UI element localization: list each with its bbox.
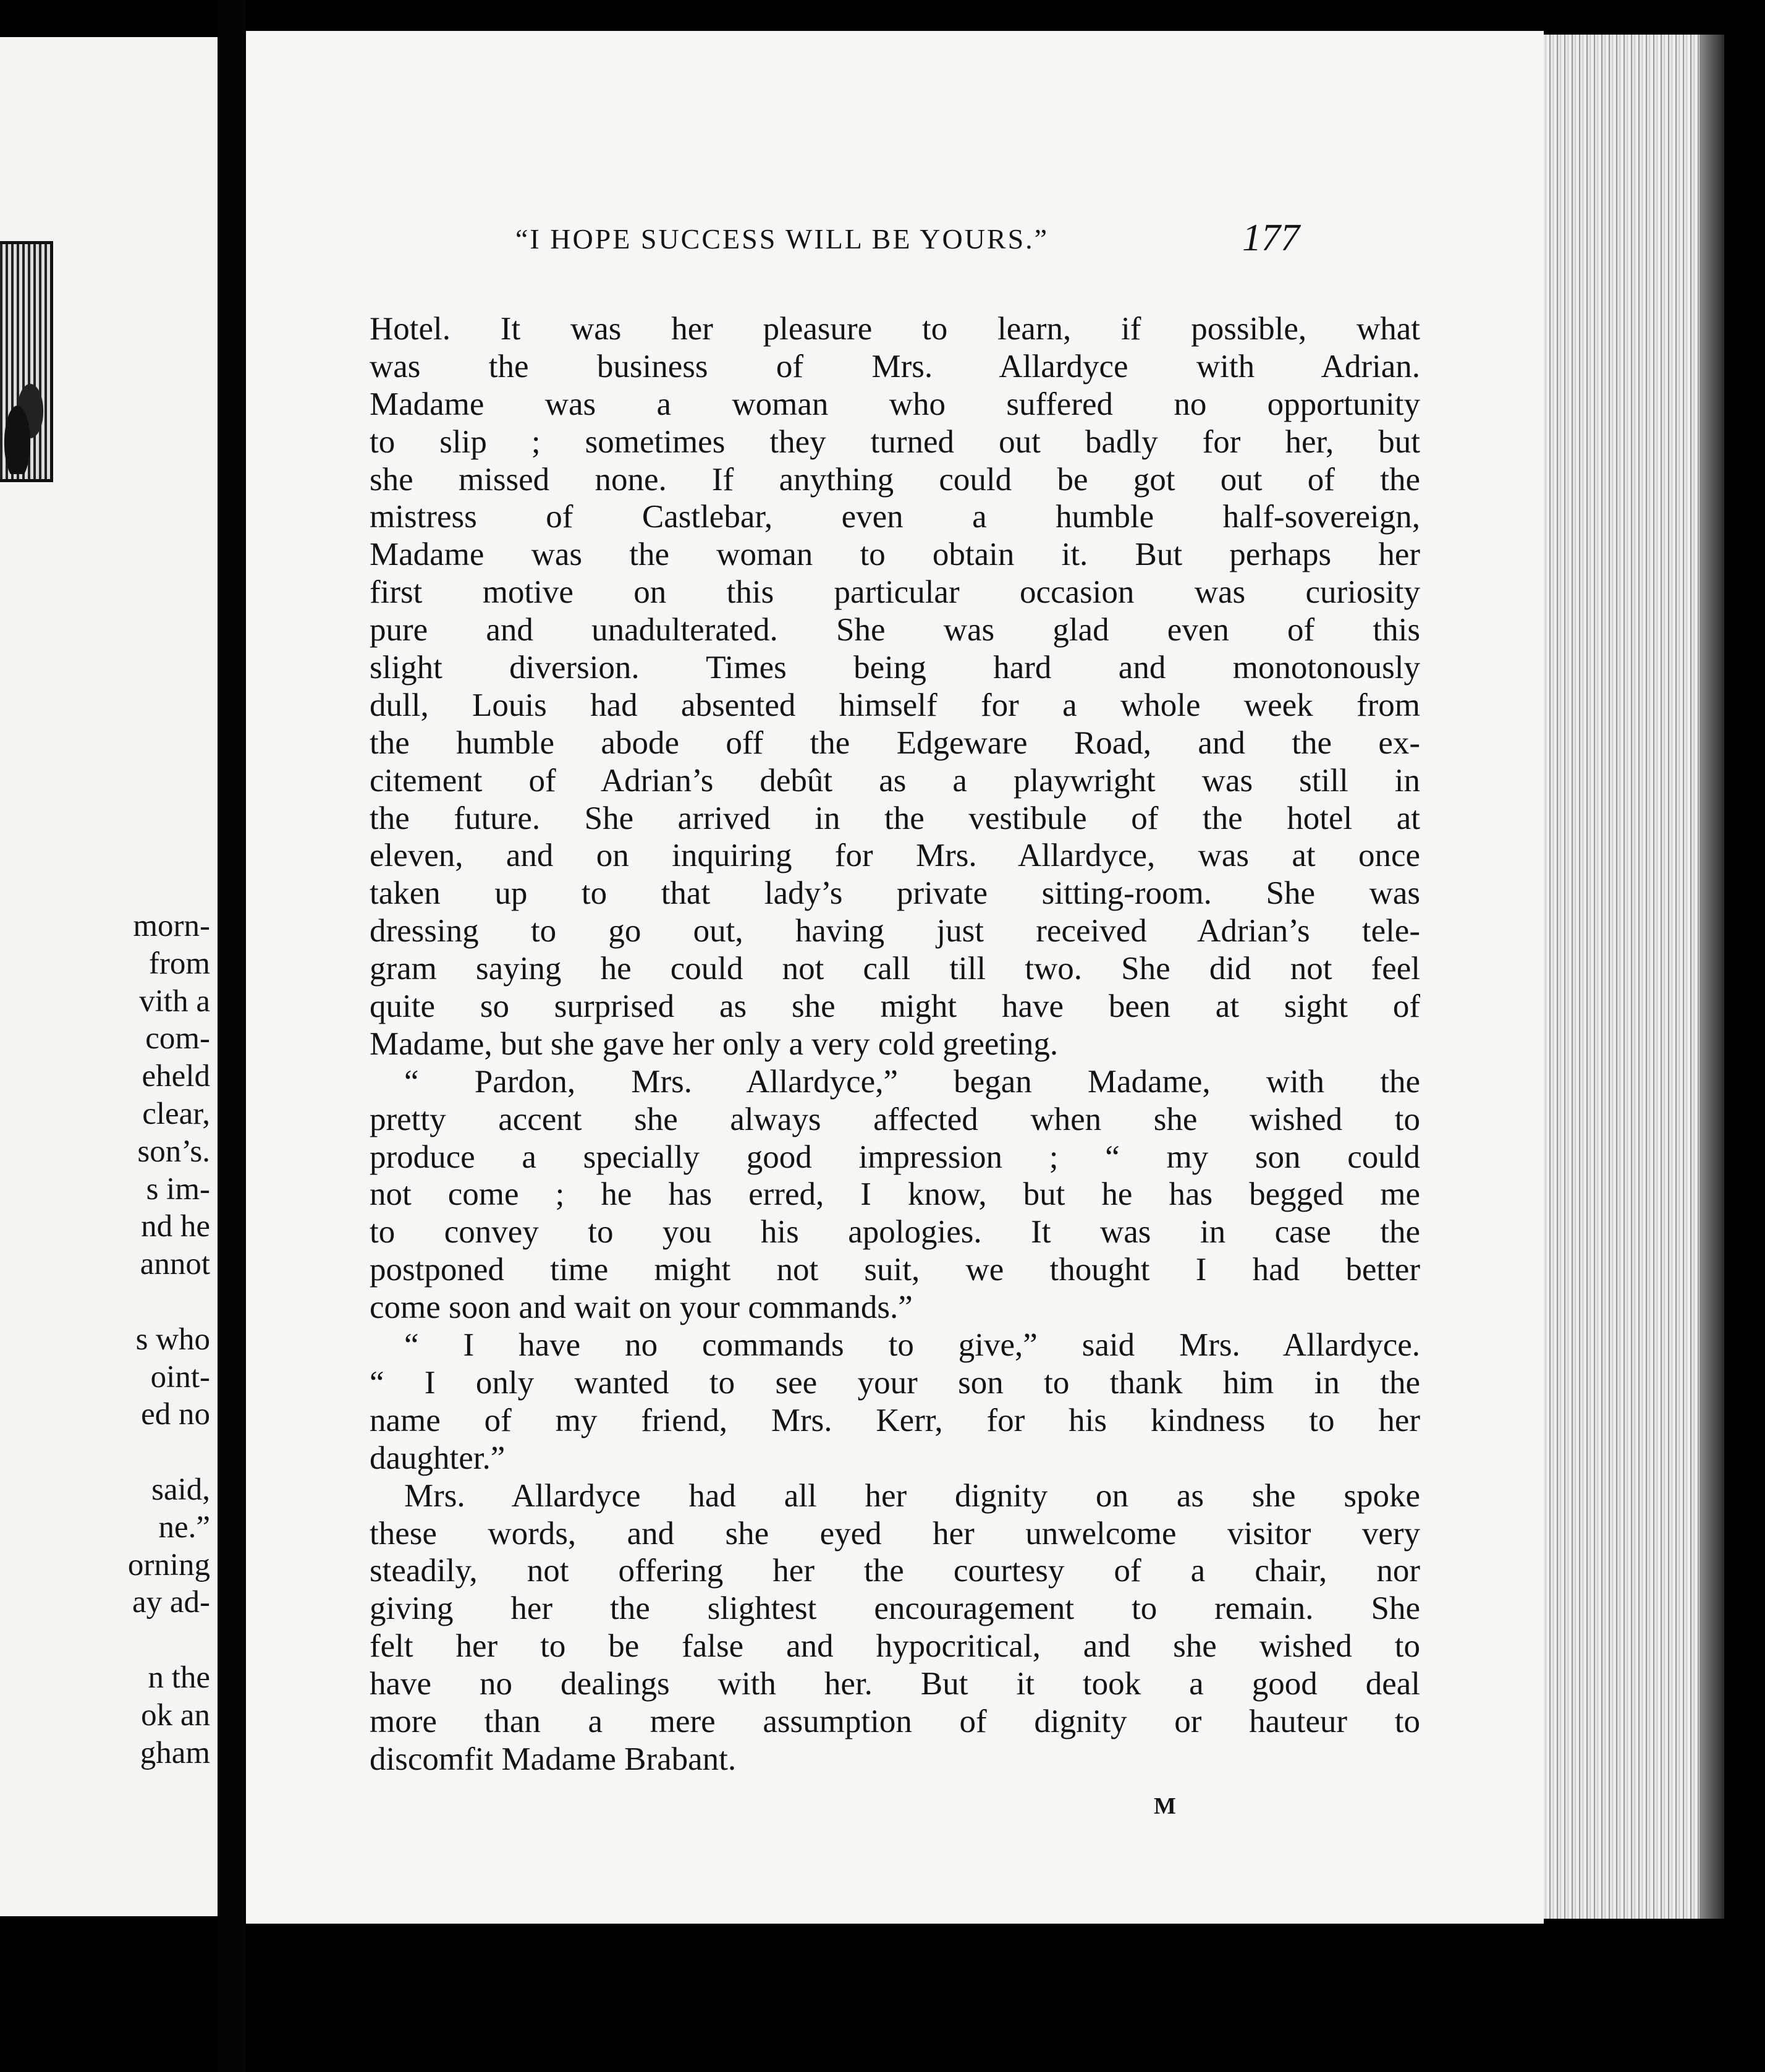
page-number: 177 bbox=[1242, 217, 1300, 259]
left-fragment: from bbox=[148, 946, 210, 981]
text-line: pretty accent she always affected when she wished to bbox=[370, 1101, 1420, 1137]
left-fragment: nd he bbox=[141, 1209, 210, 1244]
text-line: taken up to that lady’s private sitting-room. She was bbox=[370, 875, 1420, 912]
text-line: Hotel. It was her pleasure to learn, if possible, what bbox=[370, 311, 1420, 347]
text-line: steadily, not offering her the courtesy of a chair, nor bbox=[370, 1553, 1420, 1589]
left-fragment: n the bbox=[148, 1660, 210, 1695]
text-line: “ Pardon, Mrs. Allardyce,” began Madame, with the bbox=[404, 1063, 1420, 1100]
left-fragment: orning bbox=[127, 1547, 210, 1582]
left-fragment-gap bbox=[128, 1283, 210, 1321]
text-line: the humble abode off the Edgeware Road, and the ex- bbox=[370, 724, 1420, 761]
text-line: first motive on this particular occasion was curiosity bbox=[370, 574, 1420, 611]
text-line: mistress of Castlebar, even a humble half-sovereign, bbox=[370, 499, 1420, 535]
text-line: pure and unadulterated. She was glad even of this bbox=[370, 612, 1420, 648]
text-line: Madame was a woman who suffered no opportunity bbox=[370, 386, 1420, 422]
left-fragment: ok an bbox=[141, 1697, 210, 1733]
text-line: felt her to be false and hypocritical, and she wished to bbox=[370, 1628, 1420, 1665]
left-page-illustration bbox=[0, 241, 53, 482]
page-edges-stack bbox=[1539, 35, 1724, 1919]
signature-mark: M bbox=[1154, 1793, 1176, 1819]
left-page-text-fragments bbox=[128, 907, 210, 1772]
left-fragment: gham bbox=[140, 1735, 210, 1770]
plant-illustration-icon bbox=[0, 369, 43, 474]
text-line: postponed time might not suit, we thought I had better bbox=[370, 1252, 1420, 1288]
left-fragment: clear, bbox=[142, 1096, 210, 1131]
text-line: Mrs. Allardyce had all her dignity on as she spoke bbox=[404, 1477, 1420, 1514]
left-fragment: said, bbox=[151, 1472, 210, 1507]
text-line: more than a mere assumption of dignity or hauteur to bbox=[370, 1703, 1420, 1739]
text-line: these words, and she eyed her unwelcome visitor very bbox=[370, 1515, 1420, 1552]
left-fragment: s who bbox=[135, 1322, 210, 1357]
text-line: have no dealings with her. But it took a good deal bbox=[370, 1666, 1420, 1702]
text-line: produce a specially good impression ; “ my son could bbox=[370, 1139, 1420, 1175]
left-fragment: eheld bbox=[142, 1059, 210, 1094]
left-fragment: vith a bbox=[139, 983, 210, 1019]
text-line: to convey to you his apologies. It was in case the bbox=[370, 1214, 1420, 1250]
text-line: “ I have no commands to give,” said Mrs. Allardyce. bbox=[404, 1327, 1420, 1364]
text-line: “ I only wanted to see your son to thank him in the bbox=[370, 1364, 1420, 1401]
running-title: “I HOPE SUCCESS WILL BE YOURS.” bbox=[515, 223, 1049, 255]
right-book-page bbox=[246, 31, 1544, 1924]
text-line: name of my friend, Mrs. Kerr, for his kindness to her bbox=[370, 1402, 1420, 1438]
left-fragment: ed no bbox=[141, 1397, 210, 1432]
page-body-text bbox=[370, 310, 1420, 1778]
left-fragment: son’s. bbox=[137, 1134, 210, 1169]
book-gutter bbox=[218, 0, 246, 2072]
text-line: giving her the slightest encouragement to remain. She bbox=[370, 1590, 1420, 1627]
text-line: daughter.” bbox=[370, 1440, 506, 1476]
left-fragment: s im- bbox=[146, 1171, 210, 1207]
text-line: discomfit Madame Brabant. bbox=[370, 1741, 737, 1777]
text-line: eleven, and on inquiring for Mrs. Allardyce, was at once bbox=[370, 838, 1420, 874]
left-fragment: annot bbox=[140, 1247, 210, 1282]
text-line: come soon and wait on your commands.” bbox=[370, 1289, 913, 1326]
text-line: Madame, but she gave her only a very cold greeting. bbox=[370, 1025, 1059, 1062]
text-line: dressing to go out, having just received Adrian’s tele- bbox=[370, 913, 1420, 949]
left-fragment: com- bbox=[145, 1021, 210, 1056]
text-line: quite so surprised as she might have been at sight of bbox=[370, 988, 1420, 1025]
left-fragment: morn- bbox=[133, 909, 210, 943]
text-line: gram saying he could not call till two. She did not feel bbox=[370, 951, 1420, 987]
text-line: dull, Louis had absented himself for a whole week from bbox=[370, 687, 1420, 723]
running-head bbox=[246, 216, 1300, 278]
text-line: the future. She arrived in the vestibule of the hotel at bbox=[370, 800, 1420, 836]
left-fragment-gap bbox=[128, 1433, 210, 1471]
left-fragment: ne.” bbox=[158, 1509, 210, 1545]
text-line: to slip ; sometimes they turned out badly for her, but bbox=[370, 423, 1420, 460]
left-facing-page bbox=[0, 37, 218, 1916]
text-line: slight diversion. Times being hard and monotonously bbox=[370, 650, 1420, 686]
text-line: Madame was the woman to obtain it. But perhaps her bbox=[370, 537, 1420, 573]
text-line: citement of Adrian’s debût as a playwright was still in bbox=[370, 762, 1420, 799]
text-line: not come ; he has erred, I know, but he has begged me bbox=[370, 1176, 1420, 1213]
left-fragment-gap bbox=[128, 1621, 210, 1659]
left-fragment: oint- bbox=[150, 1359, 210, 1395]
text-line: was the business of Mrs. Allardyce with Adrian. bbox=[370, 348, 1420, 384]
text-line: she missed none. If anything could be got out of the bbox=[370, 461, 1420, 498]
left-fragment: ay ad- bbox=[132, 1585, 210, 1620]
